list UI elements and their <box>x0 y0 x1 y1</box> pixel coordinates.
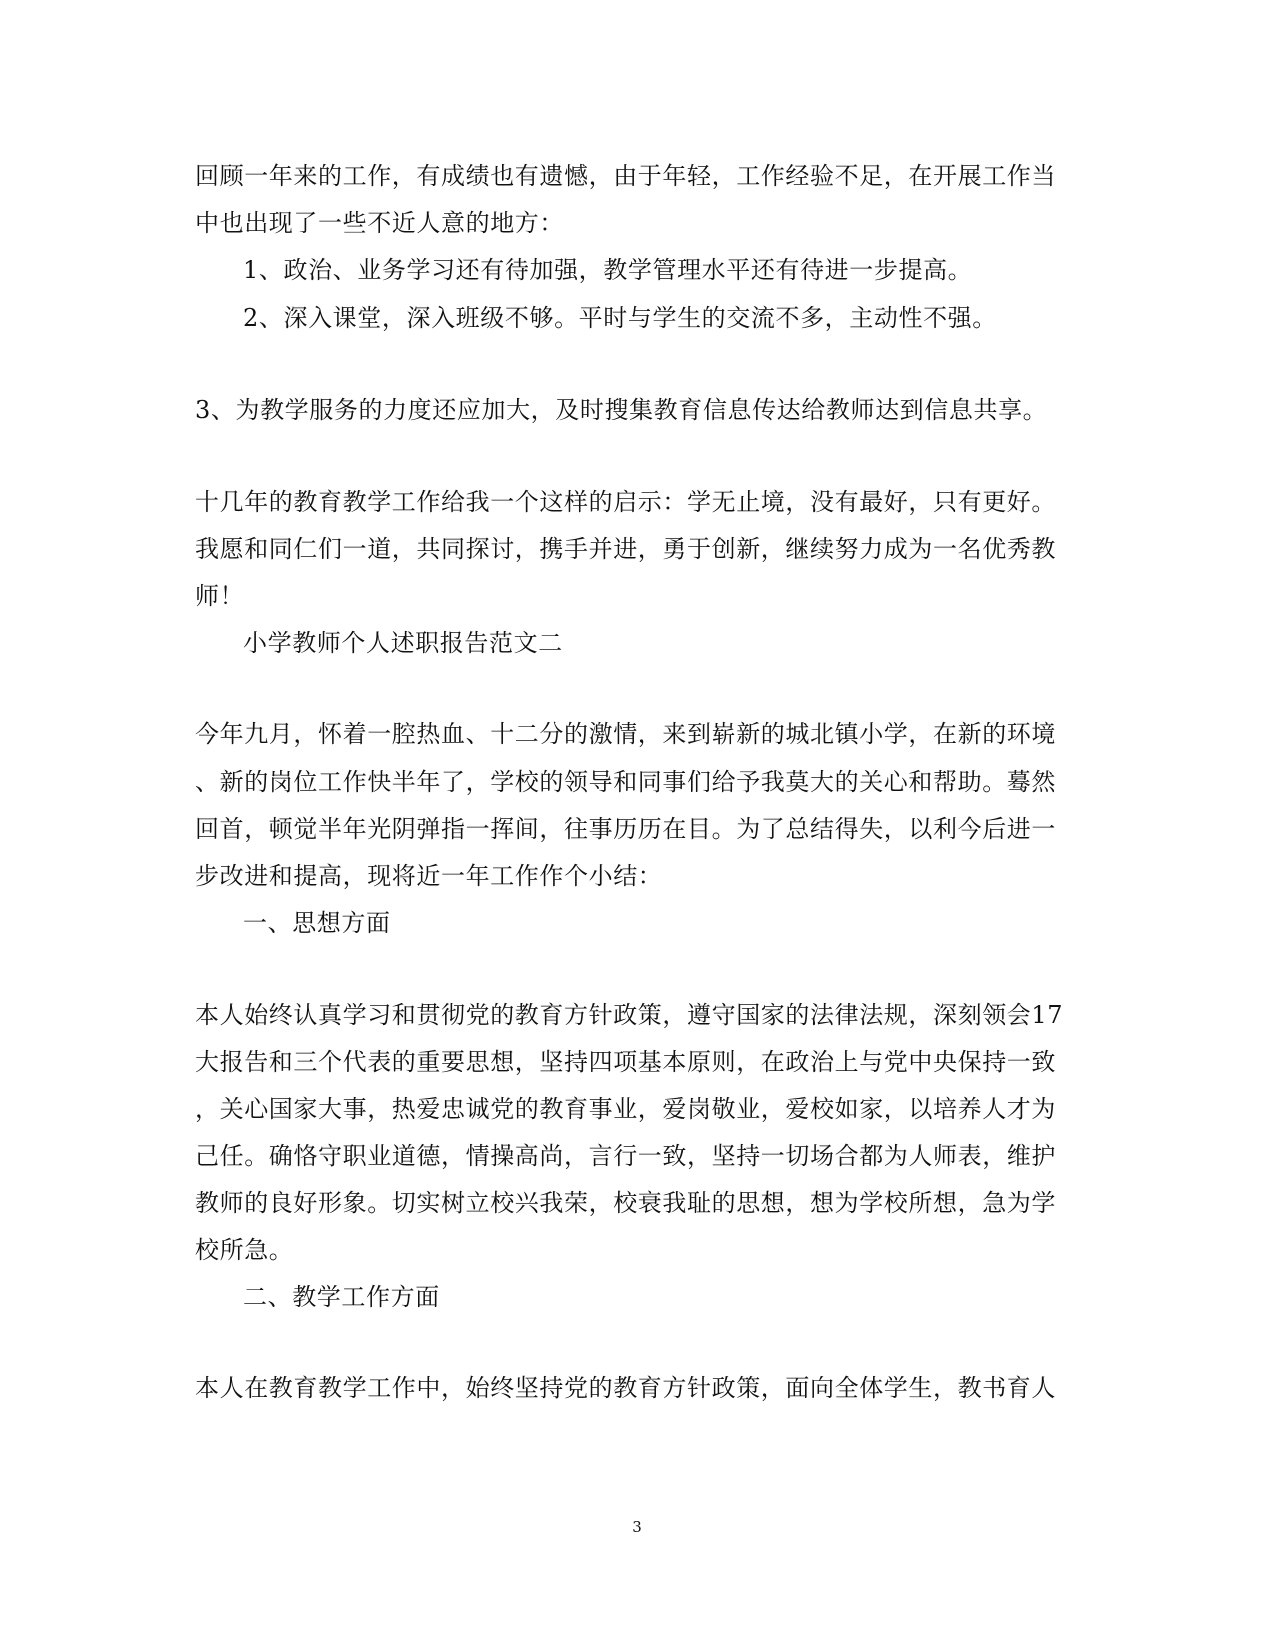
paragraph-line: 我愿和同仁们一道，共同探讨，携手并进，勇于创新，继续努力成为一名优秀教 <box>195 535 1056 563</box>
paragraph-line: 今年九月，怀着一腔热血、十二分的激情，来到崭新的城北镇小学，在新的环境 <box>195 720 1056 748</box>
paragraph-line: 校所急。 <box>195 1236 294 1264</box>
list-item-line: 3、为教学服务的力度还应加大，及时搜集教育信息传达给教师达到信息共享。 <box>195 396 1048 424</box>
paragraph-line: 回顾一年来的工作，有成绩也有遗憾，由于年轻，工作经验不足，在开展工作当 <box>195 162 1056 190</box>
paragraph-line: 大报告和三个代表的重要思想，坚持四项基本原则，在政治上与党中央保持一致 <box>195 1048 1056 1076</box>
paragraph-line: 、新的岗位工作快半年了，学校的领导和同事们给予我莫大的关心和帮助。蓦然 <box>195 768 1056 796</box>
list-item-line: 2、深入课堂，深入班级不够。平时与学生的交流不多，主动性不强。 <box>243 304 997 332</box>
section-heading: 小学教师个人述职报告范文二 <box>243 629 563 657</box>
paragraph-line: 本人在教育教学工作中，始终坚持党的教育方针政策，面向全体学生，教书育人 <box>195 1374 1056 1402</box>
paragraph-line: 师！ <box>195 582 245 610</box>
page-number: 3 <box>632 1518 642 1536</box>
paragraph-line: ，关心国家大事，热爱忠诚党的教育事业，爱岗敬业，爱校如家，以培养人才为 <box>195 1095 1056 1123</box>
paragraph-line: 回首，顿觉半年光阴弹指一挥间，往事历历在目。为了总结得失，以利今后进一 <box>195 815 1056 843</box>
paragraph-line: 己任。确恪守职业道德，情操高尚，言行一致，坚持一切场合都为人师表，维护 <box>195 1142 1056 1170</box>
paragraph-line: 步改进和提高，现将近一年工作作个小结： <box>195 862 663 890</box>
paragraph-line: 中也出现了一些不近人意的地方： <box>195 209 564 237</box>
list-item-line: 1、政治、业务学习还有待加强，教学管理水平还有待进一步提高。 <box>243 256 973 284</box>
section-heading: 一、思想方面 <box>243 909 391 937</box>
section-heading: 二、教学工作方面 <box>243 1283 440 1311</box>
paragraph-line: 教师的良好形象。切实树立校兴我荣，校衰我耻的思想，想为学校所想，急为学 <box>195 1189 1056 1217</box>
paragraph-line: 十几年的教育教学工作给我一个这样的启示：学无止境，没有最好，只有更好。 <box>195 488 1056 516</box>
paragraph-line: 本人始终认真学习和贯彻党的教育方针政策，遵守国家的法律法规，深刻领会17 <box>195 1001 1064 1029</box>
